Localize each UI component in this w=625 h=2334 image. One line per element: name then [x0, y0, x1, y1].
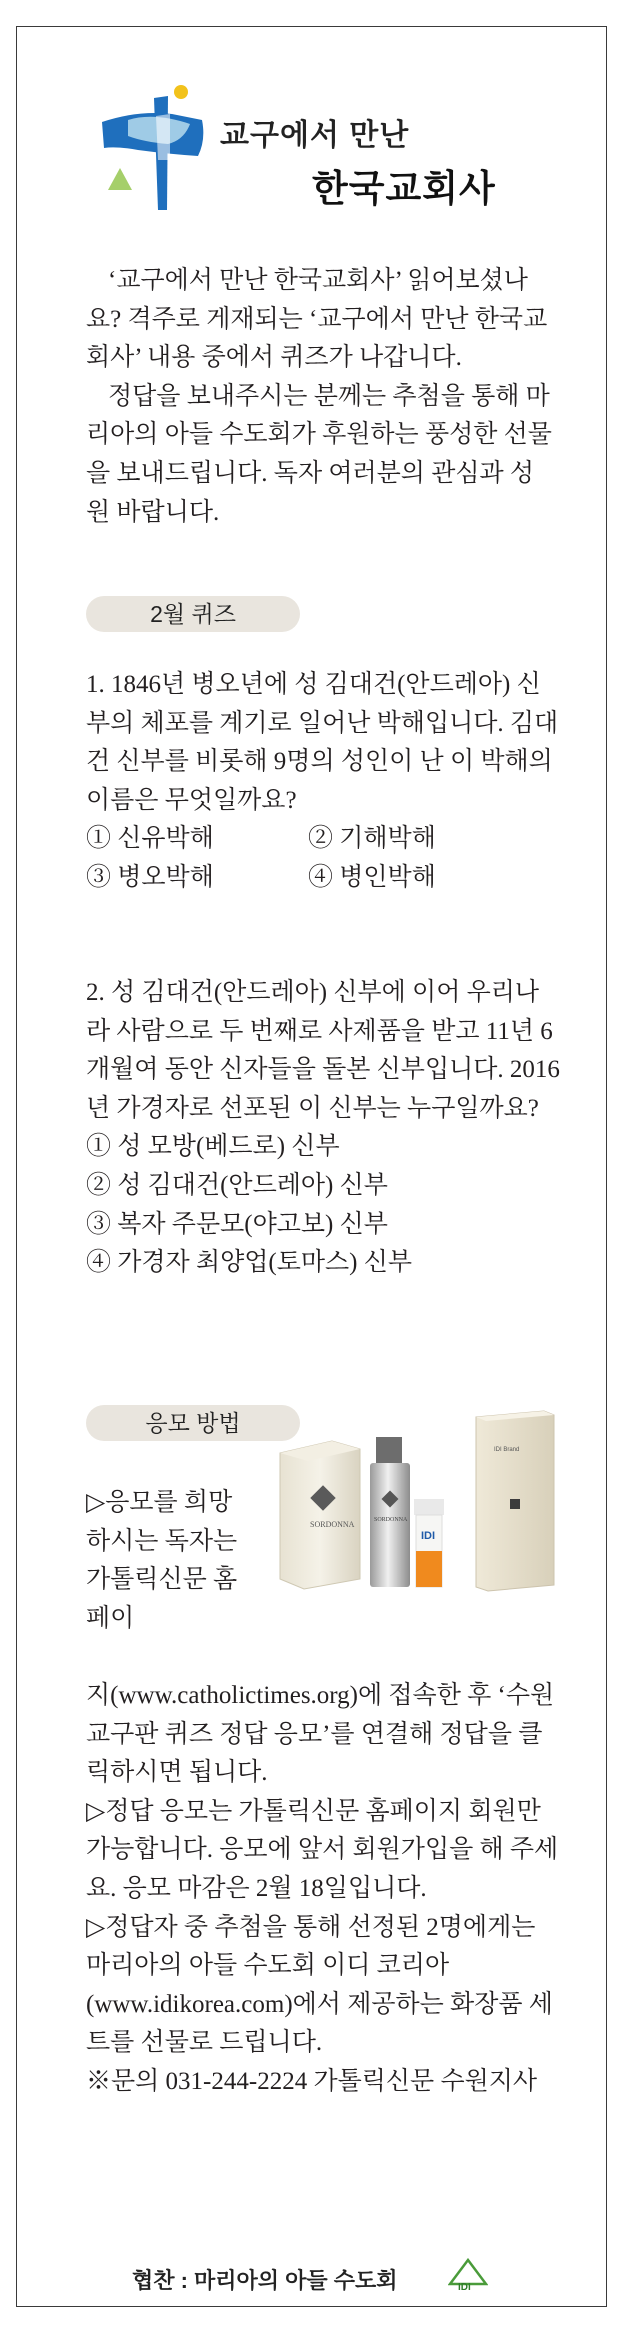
question-2-option-2: ② 성 김대건(안드레아) 신부 [86, 1171, 388, 1199]
apply-paragraph-1-start: ▷응모를 희망하시는 독자는 가톨릭신문 홈페이 [86, 1489, 238, 1632]
question-1-option-1: ① 신유박해 [86, 825, 214, 853]
apply-paragraph-2: ▷정답 응모는 가톨릭신문 홈페이지 회원만 가능합니다. 응모에 앞서 회원가입을 해 주세요. 응모 마감은 2월 18일입니다. [86, 1797, 559, 1902]
apply-paragraph-3: ▷정답자 중 추첨을 통해 선정된 2명에게는 마리아의 아들 수도회 이디 코리아(www.idikorea.com)에서 제공하는 화장품 세트를 선물로 드립니다. [86, 1913, 553, 2057]
apply-paragraph-1-rest: 지(www.catholictimes.org)에 접속한 후 ‘수원교구판 퀴즈 정답 응모’를 연결해 정답을 클릭하시면 됩니다. [86, 1682, 555, 1787]
question-2 [86, 974, 560, 1283]
tall-box [476, 1411, 554, 1591]
header-title-line1: 교구에서 만난 [220, 119, 410, 152]
question-1-option-4: ④ 병인박해 [308, 863, 436, 891]
question-1-option-3: ③ 병오박해 [86, 863, 214, 891]
quiz-section-label: 2월 퀴즈 [86, 596, 300, 632]
question-1-option-2: ② 기해박해 [308, 825, 436, 853]
intro-text [86, 262, 556, 532]
serum-bottle [370, 1437, 410, 1587]
idi-logo-text: IDI [458, 2282, 471, 2292]
question-2-option-1: ① 성 모방(베드로) 신부 [86, 1133, 340, 1161]
apply-section-label: 응모 방법 [86, 1405, 300, 1441]
tall-box-label: IDI Brand [494, 1447, 520, 1453]
intro-paragraph-2: 정답을 보내주시는 분께는 추첨을 통해 마리아의 아들 수도회가 후원하는 풍성한 선물을 보내드립니다. 독자 여러분의 관심과 성원 바랍니다. [86, 382, 552, 526]
product-photo [262, 1403, 562, 1593]
question-1-text: 1. 1846년 병오년에 성 김대건(안드레아) 신부의 체포를 계기로 일어난 박해입니다. 김대건 신부를 비롯해 9명의 성인이 난 이 박해의 이름은 무엇일까요? [86, 671, 559, 814]
header-title-line2: 한국교회사 [312, 168, 496, 209]
question-1-options-row-2 [86, 859, 560, 898]
bottle-label: SORDONNA [374, 1517, 408, 1523]
apply-text [86, 1677, 560, 2102]
cross-logo-icon [98, 84, 218, 214]
apply-paragraph-4: ※문의 031-244-2224 가톨릭신문 수원지사 [86, 2067, 538, 2095]
sponsor-credit: 협찬 : 마리아의 아들 수도회 [132, 2268, 398, 2293]
cream-box-label: SORDONNA [310, 1520, 355, 1529]
question-2-option-4: ④ 가경자 최양업(토마스) 신부 [86, 1249, 413, 1277]
sunscreen-tube [414, 1499, 444, 1587]
cream-box [280, 1441, 360, 1589]
tube-label: IDI [421, 1530, 436, 1542]
intro-paragraph-1: ‘교구에서 만난 한국교회사’ 읽어보셨나요? 격주로 게재되는 ‘교구에서 만난 한국교회사’ 내용 중에서 퀴즈가 나갑니다. [86, 267, 548, 372]
question-1-options-row-1 [86, 820, 560, 859]
question-2-option-3: ③ 복자 주문모(야고보) 신부 [86, 1210, 388, 1238]
question-1 [86, 666, 560, 898]
question-2-text: 2. 성 김대건(안드레아) 신부에 이어 우리나라 사람으로 두 번째로 사제품을 받고 11년 6개월여 동안 신자들을 돌본 신부입니다. 2016년 가경자로 선포된 이 신부는 누구일까요? [86, 979, 560, 1122]
idi-logo-icon [448, 2258, 488, 2292]
